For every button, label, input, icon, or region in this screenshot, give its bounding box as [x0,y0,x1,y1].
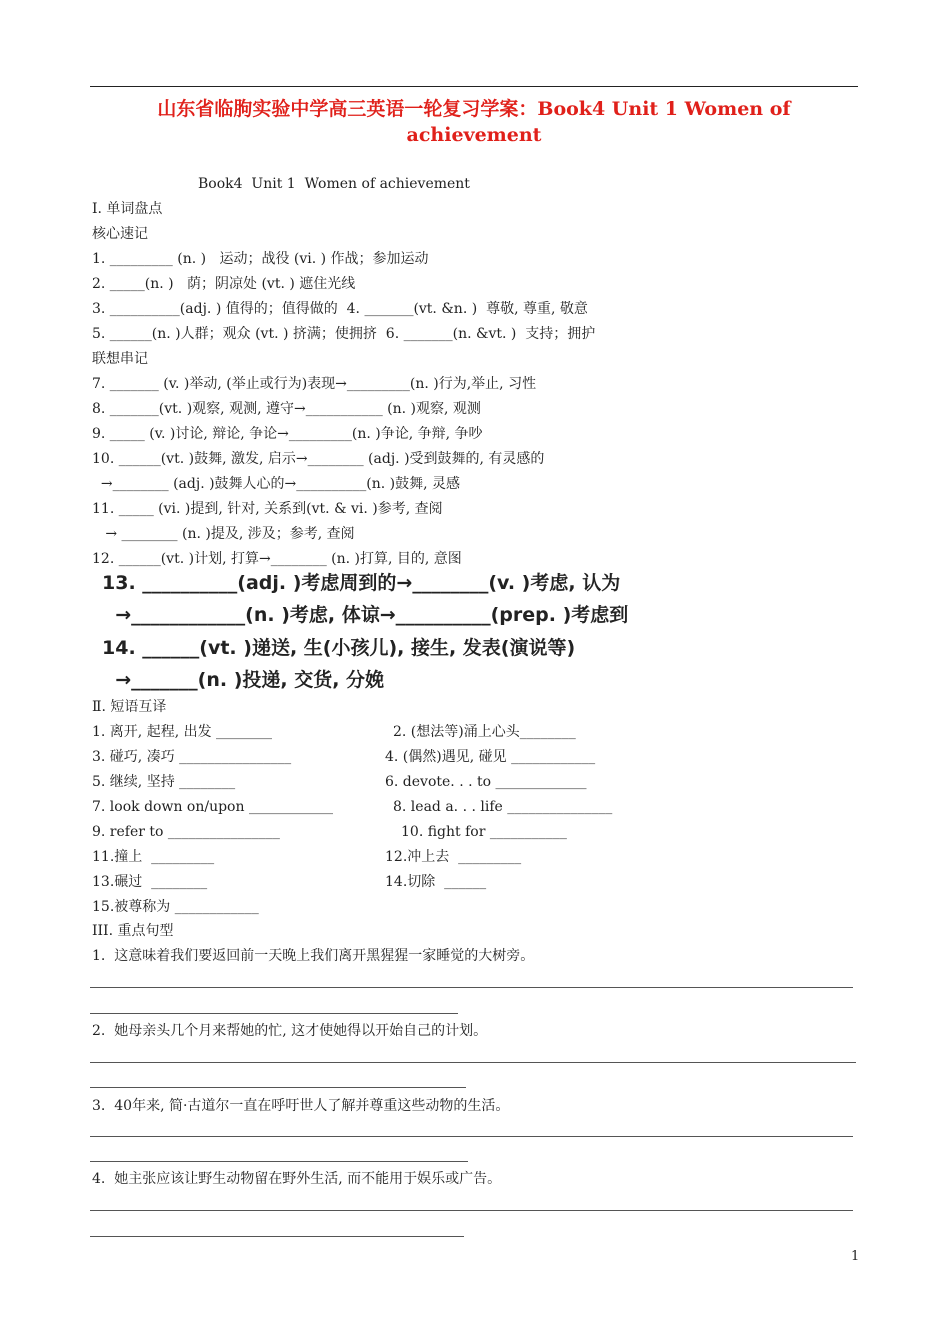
doc-title-line-2: achievement [406,124,542,146]
phrase-left: 15.被尊称为 ____________ [92,899,259,915]
core-item: 1. _________ (n. ) 运动；战役 (vi. ) 作战；参加运动 [92,251,429,267]
answer-line [90,1087,466,1088]
phrase-left: 7. look down on/upon ____________ [92,799,333,815]
answer-line [90,1136,853,1137]
phrase-right: 4. (偶然)遇见, 碰见 ____________ [385,749,596,765]
phrase-left: 5. 继续, 坚持 ________ [92,774,236,790]
sentence-prompt: 4. 她主张应该让野生动物留在野外生活, 而不能用于娱乐或广告。 [92,1171,502,1187]
sentence-prompt: 3. 40年来, 简·古道尔一直在呼吁世人了解并尊重这些动物的生活。 [92,1098,510,1114]
section-2-heading: Ⅱ. 短语互译 [92,699,167,715]
phrase-left: 9. refer to ________________ [92,824,280,840]
phrase-right: 10. fight for ___________ [401,824,567,840]
answer-line [90,1210,853,1211]
bold-item: 14. ______(vt. )递送, 生(小孩儿), 接生, 发表(演说等) [102,637,576,659]
phrase-right: 14.切除 ______ [385,874,487,890]
phrase-left: 1. 离开, 起程, 出发 ________ [92,724,273,740]
bold-item: →____________(n. )考虑, 体谅→__________(prep. )考虑到 [102,604,629,626]
answer-line [90,1161,468,1162]
core-heading: 核心速记 [92,226,148,242]
bold-item: 13. __________(adj. )考虑周到的→________(v. )考虑, 认为 [102,572,621,594]
phrase-right: 6. devote. . . to _____________ [385,774,587,790]
answer-line [90,1236,464,1237]
assoc-item: 11. _____ (vi. )提到, 针对, 关系到(vt. & vi. )参考, 查阅 [92,501,443,517]
assoc-item: 7. _______ (v. )举动, (举止或行为)表现→_________(n. )行为,举止, 习性 [92,376,537,392]
section-3-heading: III. 重点句型 [92,923,174,939]
sentence-prompt: 1. 这意味着我们要返回前一天晚上我们离开黑猩猩一家睡觉的大树旁。 [92,948,535,964]
header-rule [90,86,858,87]
phrase-left: 3. 碰巧, 凑巧 ________________ [92,749,292,765]
assoc-item: 9. _____ (v. )讨论, 辩论, 争论→_________(n. )争论, 争辩, 争吵 [92,426,483,442]
bold-item: →_______(n. )投递, 交货, 分娩 [102,669,385,691]
core-item: 5. ______(n. )人群；观众 (vt. ) 挤满；使拥挤 6. _______(n. &vt. ) 支持；拥护 [92,326,596,342]
core-item: 2. _____(n. ) 荫；阴凉处 (vt. ) 遮住光线 [92,276,356,292]
answer-line [90,987,853,988]
answer-line [90,1062,856,1063]
phrase-right: 8. lead a. . . life _______________ [393,799,613,815]
core-item: 3. __________(adj. ) 值得的；值得做的 4. _______(vt. &n. ) 尊敬, 尊重, 敬意 [92,301,588,317]
phrase-right: 2. (想法等)涌上心头________ [393,724,576,740]
answer-line [90,1013,458,1014]
phrase-left: 13.碾过 ________ [92,874,208,890]
assoc-item: 12. ______(vt. )计划, 打算→________ (n. )打算, 目的, 意图 [92,551,462,567]
phrase-left: 11.撞上 _________ [92,849,215,865]
assoc-heading: 联想串记 [92,351,148,367]
assoc-item: 10. ______(vt. )鼓舞, 激发, 启示→________ (adj. )受到鼓舞的, 有灵感的 [92,451,545,467]
phrase-right: 12.冲上去 _________ [385,849,522,865]
assoc-item: → ________ (n. )提及, 涉及；参考, 查阅 [92,526,355,542]
sentence-prompt: 2. 她母亲头几个月来帮她的忙, 这才使她得以开始自己的计划。 [92,1023,488,1039]
subtitle: Book4 Unit 1 Women of achievement [198,176,470,192]
section-1-heading: Ⅰ. 单词盘点 [92,201,163,217]
doc-title-line-1: 山东省临朐实验中学高三英语一轮复习学案：Book4 Unit 1 Women of [157,98,791,120]
page-number: 1 [851,1249,860,1264]
assoc-item: 8. _______(vt. )观察, 观测, 遵守→___________ (n. )观察, 观测 [92,401,481,417]
assoc-item: →________ (adj. )鼓舞人心的→__________(n. )鼓舞, 灵感 [92,476,461,492]
